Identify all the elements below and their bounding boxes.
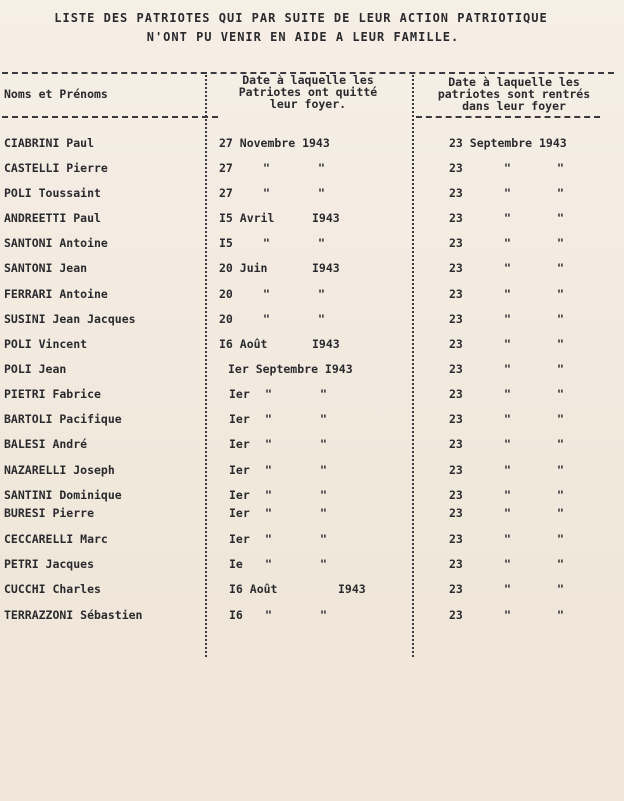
table-row	[0, 211, 624, 231]
departure-date: 27 Novembre 1943	[219, 136, 330, 150]
departure-day: I5	[219, 236, 233, 250]
ditto-mark: "	[265, 412, 272, 426]
patriot-name: POLI Toussaint	[4, 186, 101, 200]
table-row	[0, 337, 624, 357]
ditto-mark: "	[320, 506, 327, 520]
ditto-mark: "	[263, 236, 270, 250]
patriot-name: CUCCHI Charles	[4, 582, 101, 596]
ditto-mark: "	[504, 161, 511, 175]
ditto-mark: "	[504, 506, 511, 520]
ditto-mark: "	[265, 506, 272, 520]
header-right-line-1: Date à laquelle les	[448, 75, 580, 89]
patriot-name: FERRARI Antoine	[4, 287, 108, 301]
ditto-mark: "	[557, 186, 564, 200]
return-day: 23	[449, 261, 463, 275]
ditto-mark: "	[265, 488, 272, 502]
ditto-mark: "	[557, 312, 564, 326]
ditto-mark: "	[318, 287, 325, 301]
departure-day: Ier	[229, 488, 250, 502]
return-day: 23	[449, 211, 463, 225]
departure-date: Ier Septembre I943	[228, 362, 353, 376]
table-row	[0, 287, 624, 307]
patriot-name: SUSINI Jean Jacques	[4, 312, 136, 326]
departure-date: I6 Août	[219, 337, 268, 351]
table-row	[0, 608, 624, 628]
header-names: Noms et Prénoms	[4, 87, 108, 101]
ditto-mark: "	[557, 488, 564, 502]
departure-day: Ier	[229, 506, 250, 520]
table-row	[0, 362, 624, 382]
ditto-mark: "	[320, 463, 327, 477]
ditto-mark: "	[318, 161, 325, 175]
ditto-mark: "	[320, 532, 327, 546]
departure-day: 20	[219, 287, 233, 301]
ditto-mark: "	[504, 412, 511, 426]
return-day: 23	[449, 532, 463, 546]
ditto-mark: "	[557, 161, 564, 175]
return-day: 23	[449, 582, 463, 596]
return-day: 23	[449, 161, 463, 175]
table-row	[0, 412, 624, 432]
ditto-mark: "	[265, 557, 272, 571]
ditto-mark: "	[557, 608, 564, 622]
ditto-mark: "	[557, 412, 564, 426]
ditto-mark: "	[504, 463, 511, 477]
header-bottom-rule-right	[416, 116, 600, 118]
table-row	[0, 136, 624, 156]
ditto-mark: "	[557, 236, 564, 250]
ditto-mark: "	[504, 387, 511, 401]
ditto-mark: "	[557, 362, 564, 376]
return-day: 23	[449, 337, 463, 351]
ditto-mark: "	[320, 488, 327, 502]
ditto-mark: "	[265, 387, 272, 401]
departure-day: Ier	[229, 412, 250, 426]
return-day: 23	[449, 362, 463, 376]
ditto-mark: "	[504, 186, 511, 200]
ditto-mark: "	[557, 557, 564, 571]
departure-date: 20 Juin	[219, 261, 268, 275]
ditto-mark: "	[265, 532, 272, 546]
return-day: 23	[449, 287, 463, 301]
table-row	[0, 557, 624, 577]
patriot-name: CIABRINI Paul	[4, 136, 95, 150]
ditto-mark: "	[557, 506, 564, 520]
patriot-name: CASTELLI Pierre	[4, 161, 108, 175]
table-row	[0, 463, 624, 483]
return-day: 23	[449, 312, 463, 326]
table-row	[0, 312, 624, 332]
patriot-name: BALESI André	[4, 437, 88, 451]
patriot-name: PIETRI Fabrice	[4, 387, 101, 401]
patriot-name: CECCARELLI Marc	[4, 532, 108, 546]
return-day: 23	[449, 186, 463, 200]
departure-year: I943	[312, 211, 340, 225]
ditto-mark: "	[318, 312, 325, 326]
ditto-mark: "	[504, 261, 511, 275]
departure-year: I943	[312, 261, 340, 275]
ditto-mark: "	[504, 557, 511, 571]
ditto-mark: "	[263, 287, 270, 301]
patriot-name: POLI Jean	[4, 362, 67, 376]
ditto-mark: "	[320, 608, 327, 622]
table-row	[0, 161, 624, 181]
header-bottom-rule-left	[2, 116, 218, 118]
patriot-name: SANTONI Antoine	[4, 236, 108, 250]
return-day: 23	[449, 488, 463, 502]
ditto-mark: "	[557, 337, 564, 351]
document-title-line-1: LISTE DES PATRIOTES QUI PAR SUITE DE LEUR ACTION PATRIOTIQUE	[54, 11, 548, 25]
ditto-mark: "	[504, 236, 511, 250]
ditto-mark: "	[504, 211, 511, 225]
ditto-mark: "	[318, 236, 325, 250]
ditto-mark: "	[320, 412, 327, 426]
patriot-name: PETRI Jacques	[4, 557, 95, 571]
ditto-mark: "	[504, 337, 511, 351]
return-day: 23	[449, 387, 463, 401]
ditto-mark: "	[263, 186, 270, 200]
departure-day: 20	[219, 312, 233, 326]
ditto-mark: "	[557, 211, 564, 225]
return-day: 23	[449, 463, 463, 477]
departure-day: I6	[229, 608, 243, 622]
table-row	[0, 437, 624, 457]
ditto-mark: "	[318, 186, 325, 200]
departure-year: I943	[338, 582, 366, 596]
ditto-mark: "	[320, 557, 327, 571]
ditto-mark: "	[504, 362, 511, 376]
ditto-mark: "	[263, 161, 270, 175]
ditto-mark: "	[504, 287, 511, 301]
return-day: 23	[449, 608, 463, 622]
ditto-mark: "	[557, 261, 564, 275]
departure-date: I6 Août	[229, 582, 278, 596]
header-right-line-2: patriotes sont rentrés	[437, 87, 591, 101]
departure-date: I5 Avril	[219, 211, 275, 225]
table-row	[0, 488, 624, 508]
ditto-mark: "	[263, 312, 270, 326]
return-day: 23	[449, 236, 463, 250]
patriot-name: POLI Vincent	[4, 337, 88, 351]
table-row	[0, 387, 624, 407]
ditto-mark: "	[504, 582, 511, 596]
ditto-mark: "	[504, 437, 511, 451]
return-date: 23 Septembre 1943	[449, 136, 567, 150]
ditto-mark: "	[320, 387, 327, 401]
ditto-mark: "	[557, 287, 564, 301]
ditto-mark: "	[504, 312, 511, 326]
ditto-mark: "	[320, 437, 327, 451]
patriot-name: SANTINI Dominique	[4, 488, 122, 502]
departure-day: Ier	[229, 437, 250, 451]
patriot-name: ANDREETTI Paul	[4, 211, 101, 225]
departure-day: 27	[219, 186, 233, 200]
patriot-name: NAZARELLI Joseph	[4, 463, 115, 477]
departure-day: Ier	[229, 463, 250, 477]
patriot-name: SANTONI Jean	[4, 261, 88, 275]
ditto-mark: "	[504, 488, 511, 502]
patriot-name: BURESI Pierre	[4, 506, 95, 520]
header-left-line-2: Patriotes ont quitté	[238, 85, 378, 99]
ditto-mark: "	[504, 608, 511, 622]
patriot-name: BARTOLI Pacifique	[4, 412, 122, 426]
table-row	[0, 532, 624, 552]
header-left-line-1: Date à laquelle les	[242, 73, 374, 87]
header-left-line-3: leur foyer.	[269, 97, 347, 111]
departure-day: Ier	[229, 532, 250, 546]
document-title-line-2: N'ONT PU VENIR EN AIDE A LEUR FAMILLE.	[146, 30, 460, 44]
table-row	[0, 506, 624, 526]
return-day: 23	[449, 412, 463, 426]
table-row	[0, 236, 624, 256]
ditto-mark: "	[265, 463, 272, 477]
ditto-mark: "	[557, 387, 564, 401]
table-row	[0, 186, 624, 206]
table-row	[0, 582, 624, 602]
table-row	[0, 261, 624, 281]
header-right-line-3: dans leur foyer	[462, 99, 566, 113]
return-day: 23	[449, 506, 463, 520]
return-day: 23	[449, 557, 463, 571]
ditto-mark: "	[557, 437, 564, 451]
departure-day: Ie	[229, 557, 243, 571]
departure-day: Ier	[229, 387, 250, 401]
return-day: 23	[449, 437, 463, 451]
departure-year: I943	[312, 337, 340, 351]
ditto-mark: "	[265, 437, 272, 451]
ditto-mark: "	[265, 608, 272, 622]
patriot-name: TERRAZZONI Sébastien	[4, 608, 143, 622]
ditto-mark: "	[504, 532, 511, 546]
ditto-mark: "	[557, 532, 564, 546]
ditto-mark: "	[557, 582, 564, 596]
ditto-mark: "	[557, 463, 564, 477]
departure-day: 27	[219, 161, 233, 175]
